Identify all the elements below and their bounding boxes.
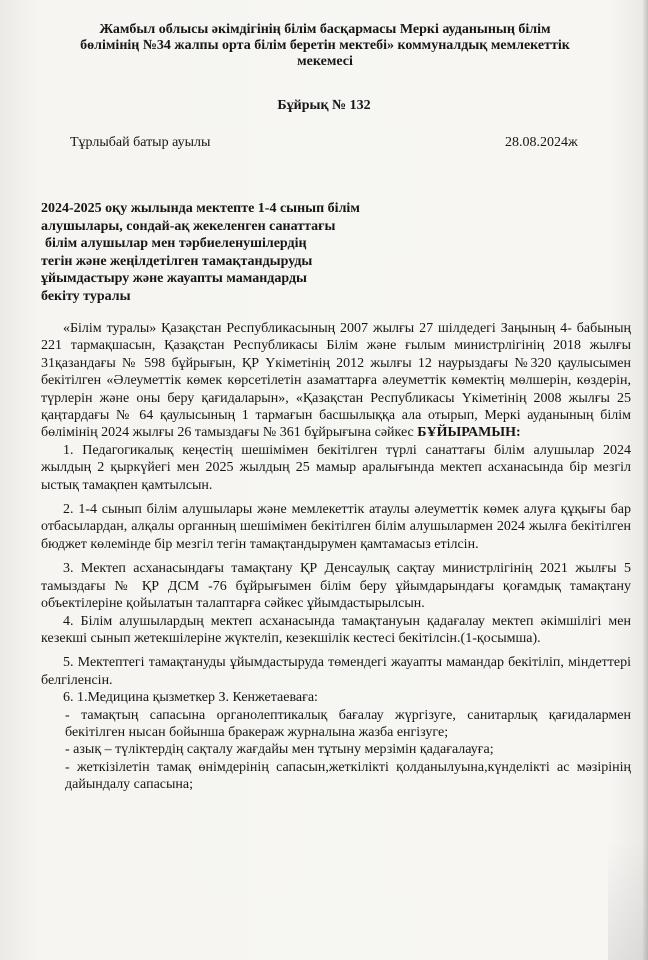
order-item-1: 1. Педагогикалық кеңестің шешімімен бекітілген түрлі санаттағы білім алушылар 2024 жылдың 2 қыркүйегі мен 2025 жылдың 25 мамыр аралығында мектеп асханасында бір мезгіл ыстық тамақпен қамтылсын. <box>41 442 631 493</box>
subject-line: ұйымдастыру және жауапты мамандарды <box>41 271 307 286</box>
command-word: БҰЙЫРАМЫН: <box>417 425 521 441</box>
header-line-1: Жамбыл облысы әкімдігінің білім басқармасы Меркі ауданының білім <box>99 22 551 37</box>
order-number: Бұйрық № 132 <box>277 98 371 113</box>
preamble-text: «Білім туралы» Қазақстан Республикасының 2007 жылғы 27 шілдедегі Заңының 4- бабының 221 тармақшасын, Қазақстан Республикасы Білім және ғылым министрлігінің 2018 жылғы 31қазандағы № 598 бұйрығын, ҚР Үкіметінің 2012 жылғы 12 наурыздағы №320 қаулысымен бекітілген «Әлеуметтік көмек көрсетілетін азаматтарға әлеуметтік көмектің мөлшерін, көздерін, түрлерін және оны беру қағидаларын», «Қазақстан Республикасы Үкіметінің 2008 жылғы 25 қаңтардағы № 64 қаулысының 1 тармағын басшылыққа ала отырып, Меркі ауданының білім бөлімінің 2024 жылғы 26 тамыздағы № 361 бұйрығына сәйкес <box>41 321 631 441</box>
document-header <box>30 22 620 70</box>
place-name: Тұрлыбай батыр ауылы <box>70 135 211 150</box>
order-item-3: 3. Мектеп асханасындағы тамақтану ҚР Денсаулық сақтау министрлігінің 2021 жылғы 5 тамыздағы № ҚР ДСМ -76 бұйрығымен білім беру ұйымдарындағы қоғамдық тамақтану объектілеріне қойылатын талаптарға сәйкес ұйымдастырылсын. <box>41 561 631 612</box>
subject-line: тегін және жеңілдетілген тамақтандыруды <box>41 253 313 269</box>
duty-item: - азық – түліктердің сақталу жағдайы мен тұтыну мерзімін қадағалауға; <box>65 742 494 758</box>
order-item-6-heading: 6. 1.Медицина қызметкер З. Кенжетаеваға: <box>63 690 318 706</box>
order-date: 28.08.2024ж <box>505 135 578 150</box>
corner-shadow <box>608 840 648 960</box>
order-body <box>41 320 631 794</box>
order-item-2: 2. 1-4 сынып білім алушылары және мемлекеттік атаулы әлеуметтік көмек алуға құқығы бар отбасылардан, алқалы органның шешімімен бекітілген білім алушылармен 2024 жылға бекітілген бюджет көлемінде бір мезгіл тегін тамақтандырумен қамтамасыз етілсін. <box>41 502 631 552</box>
duty-item: - тамақтың сапасына органолептикалық бағалау жүргізуге, санитарлық қағидалармен бекітілген нысан бойынша бракераж журналына жазба енгізуге; <box>65 707 631 740</box>
preamble-paragraph <box>41 320 631 442</box>
subject-line: бекіту туралы <box>41 288 131 304</box>
duty-item: - жеткізілетін тамақ өнімдерінің сапасын,жеткілікті қолданылуына,күнделікті ас мәзірінің дайындалу сапасына; <box>65 759 631 793</box>
order-subject <box>41 200 361 305</box>
subject-line: 2024-2025 оқу жылында мектепте 1-4 сынып білім <box>41 201 360 216</box>
order-item-4: 4. Білім алушылардың мектеп асханасында тамақтануын қадағалау мектеп әкімшілігі мен кезекші сынып жетекшілеріне жүктеліп, кезекшілік кестесі бекітілсін.(1-қосымша). <box>41 613 631 646</box>
order-item-5: 5. Мектептегі тамақтануды ұйымдастыруда төмендегі жауапты мамандар бекітіліп, міндеттері белгіленсін. <box>41 655 631 688</box>
page-edge-shadow <box>642 0 648 960</box>
subject-line: алушылары, сондай-ақ жекеленген санаттағы <box>41 218 336 234</box>
header-line-2: бөлімінің №34 жалпы орта білім беретін мектебі» коммуналдық мемлекеттік <box>80 38 570 53</box>
subject-line: білім алушылар мен тәрбиеленушілердің <box>45 236 307 251</box>
header-line-3: мекемесі <box>297 54 353 69</box>
